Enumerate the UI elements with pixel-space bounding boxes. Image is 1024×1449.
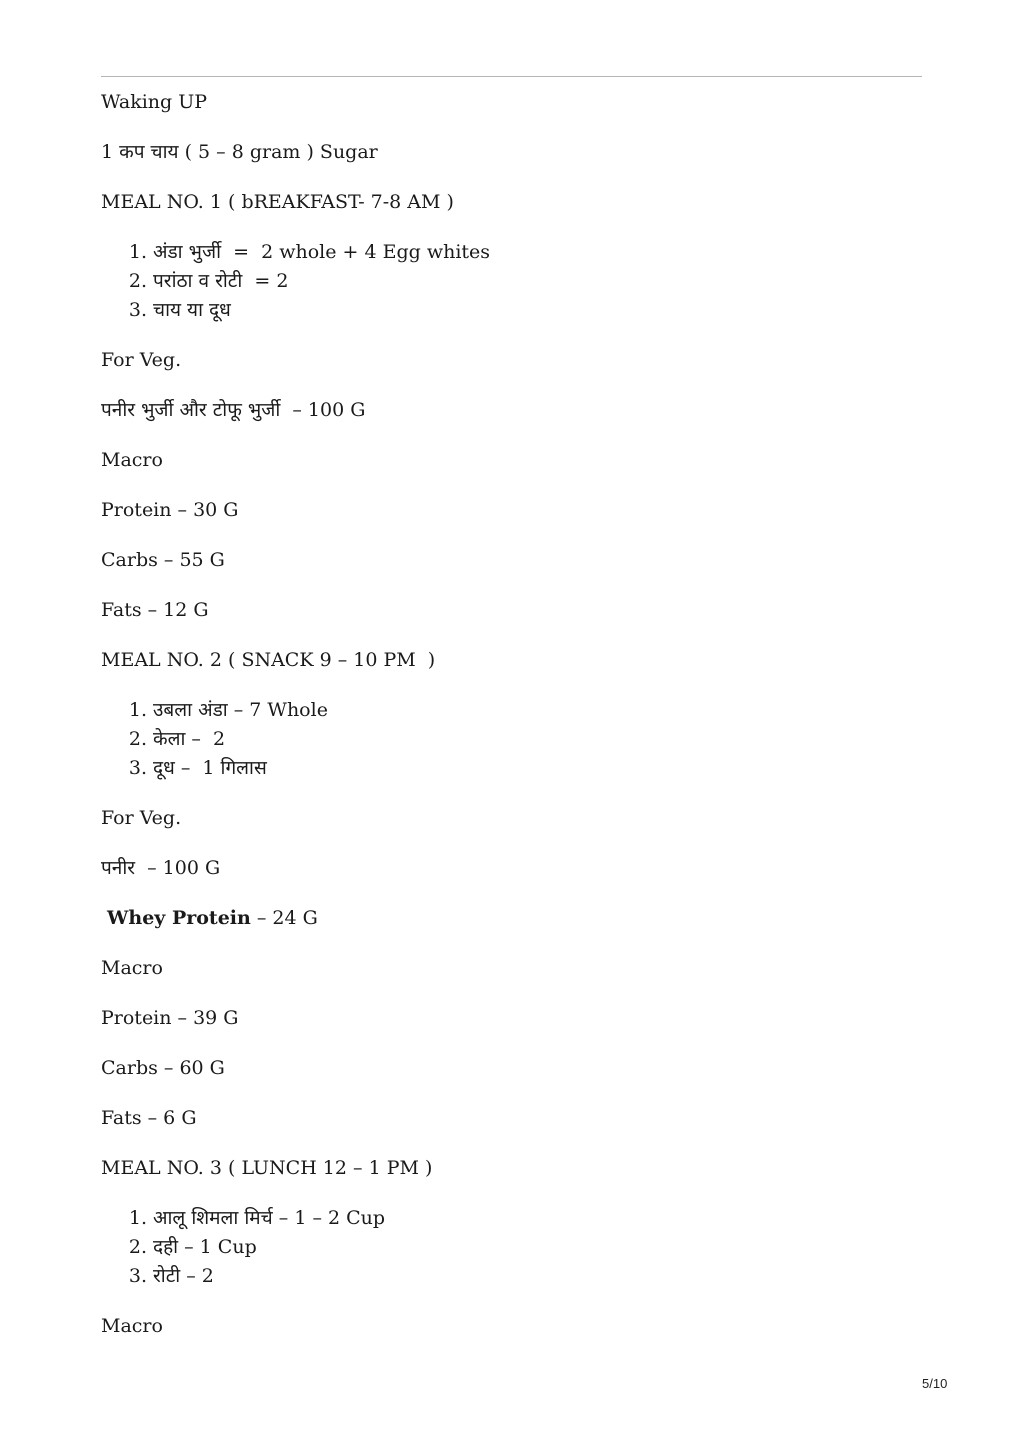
list-text: आलू शिमला मिर्च – 1 – 2 Cup	[153, 1207, 386, 1229]
document-body	[101, 88, 922, 1362]
meal2-protein: Protein – 39 G	[101, 1007, 239, 1029]
meal2-carbs: Carbs – 60 G	[101, 1057, 225, 1079]
meal2-veg-item: पनीर – 100 G	[101, 857, 221, 879]
meal1-veg-item: पनीर भुर्जी और टोफू भुर्जी – 100 G	[101, 399, 366, 421]
list-number: 2.	[128, 270, 147, 292]
meal1-carbs: Carbs – 55 G	[101, 549, 225, 571]
list-number: 3.	[128, 757, 147, 779]
meal3-title: MEAL NO. 3 ( LUNCH 12 – 1 PM )	[101, 1157, 433, 1179]
list-item	[101, 696, 922, 725]
list-item	[101, 1204, 922, 1233]
list-number: 2.	[128, 728, 147, 750]
list-item	[101, 1233, 922, 1262]
header-divider	[101, 76, 922, 77]
list-text: अंडा भुर्जी = 2 whole + 4 Egg whites	[153, 241, 491, 263]
list-text: रोटी – 2	[153, 1265, 214, 1287]
whey-protein-label: Whey Protein	[107, 907, 251, 929]
meal2-macro-heading: Macro	[101, 957, 163, 979]
list-text: परांठा व रोटी = 2	[153, 270, 289, 292]
meal3-macro-heading: Macro	[101, 1315, 163, 1337]
whey-protein-line	[101, 904, 922, 933]
meal2-veg-heading: For Veg.	[101, 807, 182, 829]
list-number: 1.	[128, 699, 147, 721]
list-number: 2.	[128, 1236, 147, 1258]
list-item	[101, 238, 922, 267]
list-text: केला – 2	[153, 728, 226, 750]
meal1-macro-heading: Macro	[101, 449, 163, 471]
list-text: उबला अंडा – 7 Whole	[153, 699, 328, 721]
meal1-list	[101, 238, 922, 325]
list-text: दूध – 1 गिलास	[153, 757, 267, 779]
meal1-protein: Protein – 30 G	[101, 499, 239, 521]
list-item	[101, 1262, 922, 1291]
meal1-veg-heading: For Veg.	[101, 349, 182, 371]
list-item	[101, 296, 922, 325]
list-number: 1.	[128, 1207, 147, 1229]
list-number: 3.	[128, 299, 147, 321]
page-number: 5/10	[922, 1376, 948, 1391]
list-text: चाय या दूध	[153, 299, 231, 321]
whey-protein-value: – 24 G	[250, 907, 318, 929]
meal2-title: MEAL NO. 2 ( SNACK 9 – 10 PM )	[101, 649, 436, 671]
meal2-list	[101, 696, 922, 783]
list-item	[101, 267, 922, 296]
meal1-title: MEAL NO. 1 ( bREAKFAST- 7-8 AM )	[101, 191, 454, 213]
tea-line: 1 कप चाय ( 5 – 8 gram ) Sugar	[101, 141, 378, 163]
list-item	[101, 754, 922, 783]
meal2-fats: Fats – 6 G	[101, 1107, 197, 1129]
list-number: 1.	[128, 241, 147, 263]
list-item	[101, 725, 922, 754]
list-number: 3.	[128, 1265, 147, 1287]
meal3-list	[101, 1204, 922, 1291]
list-text: दही – 1 Cup	[153, 1236, 257, 1258]
meal1-fats: Fats – 12 G	[101, 599, 209, 621]
waking-up-heading: Waking UP	[101, 91, 208, 113]
